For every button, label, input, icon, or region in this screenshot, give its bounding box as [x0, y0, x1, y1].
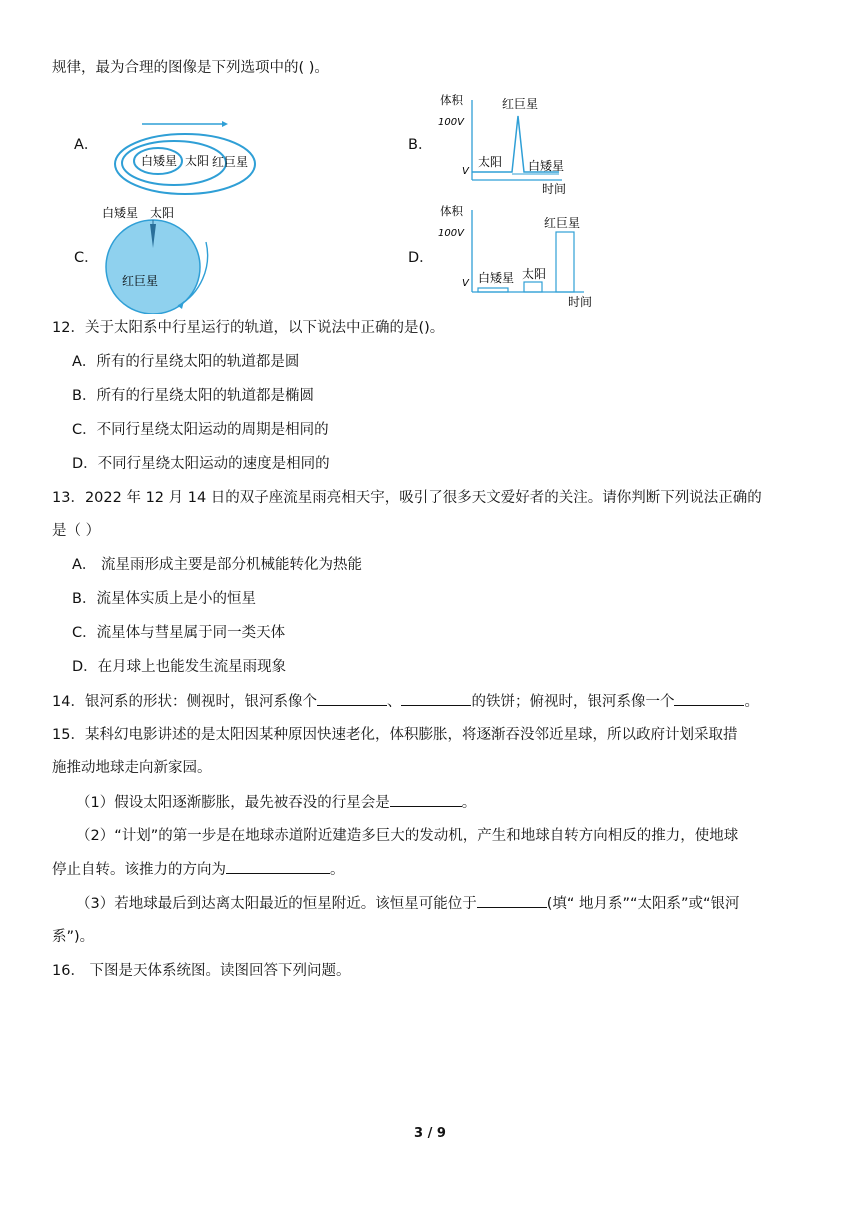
- q15-sub2-text: 停止自转。该推力的方向为: [52, 862, 226, 878]
- q15-sub1-text: （1）假设太阳逐渐膨胀，最先被吞没的行星会是: [76, 795, 390, 811]
- q12-stem: 12．关于太阳系中行星运行的轨道，以下说法中正确的是()。: [52, 320, 445, 336]
- q14-stem: [52, 691, 759, 712]
- fig-c-sun-label: 太阳: [150, 206, 175, 220]
- fig-d-sun-label: 太阳: [522, 267, 547, 281]
- q13-stem-line1: 13．2022 年 12 月 14 日的双子座流星雨亮相天宇，吸引了很多天文爱好者的关注。请你判断下列说法正确的: [52, 490, 762, 506]
- fig-d-ylabel: 体积: [440, 204, 463, 218]
- q14-blank-1[interactable]: [317, 691, 387, 706]
- q11-figure-c: [96, 202, 220, 314]
- q11-figure-a: [110, 118, 260, 198]
- q15-sub3-line1: [76, 893, 740, 914]
- q15-blank-3[interactable]: [477, 893, 547, 908]
- fig-a-sun-label: 太阳: [185, 154, 210, 168]
- q15-sub1: [76, 792, 476, 813]
- fig-d-xlabel: 时间: [568, 295, 593, 309]
- q12-option-b[interactable]: B．所有的行星绕太阳的轨道都是椭圆: [72, 388, 314, 404]
- q11-option-d-label[interactable]: D．: [408, 250, 434, 266]
- fig-b-y-low: V: [462, 166, 469, 177]
- q13-option-c[interactable]: C．流星体与彗星属于同一类天体: [72, 625, 286, 641]
- q13-option-b[interactable]: B．流星体实质上是小的恒星: [72, 591, 256, 607]
- q13-stem-line2: 是（ ）: [52, 523, 101, 539]
- q11-option-c-label[interactable]: C．: [74, 250, 99, 266]
- q15-sub2-line2: [52, 859, 345, 880]
- q12-option-c[interactable]: C．不同行星绕太阳运动的周期是相同的: [72, 422, 329, 438]
- q14-text-4: 。: [744, 694, 759, 710]
- q12-option-a[interactable]: A．所有的行星绕太阳的轨道都是圆: [72, 354, 300, 370]
- q15-sub3-line2: 系”)。: [52, 929, 95, 945]
- q11-option-a-label[interactable]: A．: [74, 137, 99, 153]
- q14-blank-3[interactable]: [674, 691, 744, 706]
- q11-stem-tail: 规律，最为合理的图像是下列选项中的( )。: [52, 60, 329, 76]
- fig-b-xlabel: 时间: [542, 182, 567, 196]
- q15-stem-line1: 15．某科幻电影讲述的是太阳因某种原因快速老化，体积膨胀，将逐渐吞没邻近星球，所以政府计划采取措: [52, 727, 738, 743]
- q15-blank-2[interactable]: [226, 859, 330, 874]
- q12-option-d[interactable]: D．不同行星绕太阳运动的速度是相同的: [72, 456, 330, 472]
- q15-blank-1[interactable]: [390, 792, 462, 807]
- q15-sub3-text: （3）若地球最后到达离太阳最近的恒星附近。该恒星可能位于: [76, 896, 477, 912]
- fig-b-white-dwarf-label: 白矮星: [528, 159, 565, 173]
- q15-sub2-line1: （2）“计划”的第一步是在地球赤道附近建造多巨大的发动机，产生和地球自转方向相反的推力，使地球: [76, 828, 739, 844]
- q11-figure-b: [434, 92, 584, 198]
- q16-stem: 16． 下图是天体系统图。读图回答下列问题。: [52, 963, 351, 979]
- fig-d-y-high: 100V: [438, 228, 464, 239]
- fig-a-red-giant-label: 红巨星: [212, 155, 249, 169]
- q13-option-d[interactable]: D．在月球上也能发生流星雨现象: [72, 659, 287, 675]
- fig-c-red-giant-label: 红巨星: [122, 274, 159, 288]
- q14-text-3: 的铁饼；俯视时，银河系像一个: [471, 694, 675, 710]
- fig-c-white-dwarf-label: 白矮星: [102, 206, 139, 220]
- fig-b-y-high: 100V: [438, 117, 464, 128]
- fig-b-ylabel: 体积: [440, 93, 463, 107]
- q11-option-b-label[interactable]: B．: [408, 137, 433, 153]
- q13-option-a[interactable]: A． 流星雨形成主要是部分机械能转化为热能: [72, 557, 363, 573]
- q14-text-1: 14．银河系的形状：侧视时，银河系像个: [52, 694, 317, 710]
- page-number: 3 / 9: [414, 1126, 446, 1141]
- fig-d-y-low: V: [462, 278, 469, 289]
- q14-text-2: 、: [386, 694, 402, 710]
- fig-b-red-giant-label: 红巨星: [502, 97, 539, 111]
- q15-sub3-hint: (填“ 地月系”“太阳系”或“银河: [546, 896, 740, 912]
- q15-sub1-end: 。: [461, 795, 477, 811]
- fig-a-white-dwarf-label: 白矮星: [141, 154, 178, 168]
- q15-sub2-end: 。: [330, 862, 345, 878]
- q15-stem-line2: 施推动地球走向新家园。: [52, 760, 212, 776]
- q14-blank-2[interactable]: [401, 691, 471, 706]
- fig-d-red-giant-label: 红巨星: [544, 216, 581, 230]
- q11-figure-d: [434, 202, 604, 310]
- fig-b-sun-label: 太阳: [478, 155, 503, 169]
- fig-d-white-dwarf-label: 白矮星: [478, 271, 515, 285]
